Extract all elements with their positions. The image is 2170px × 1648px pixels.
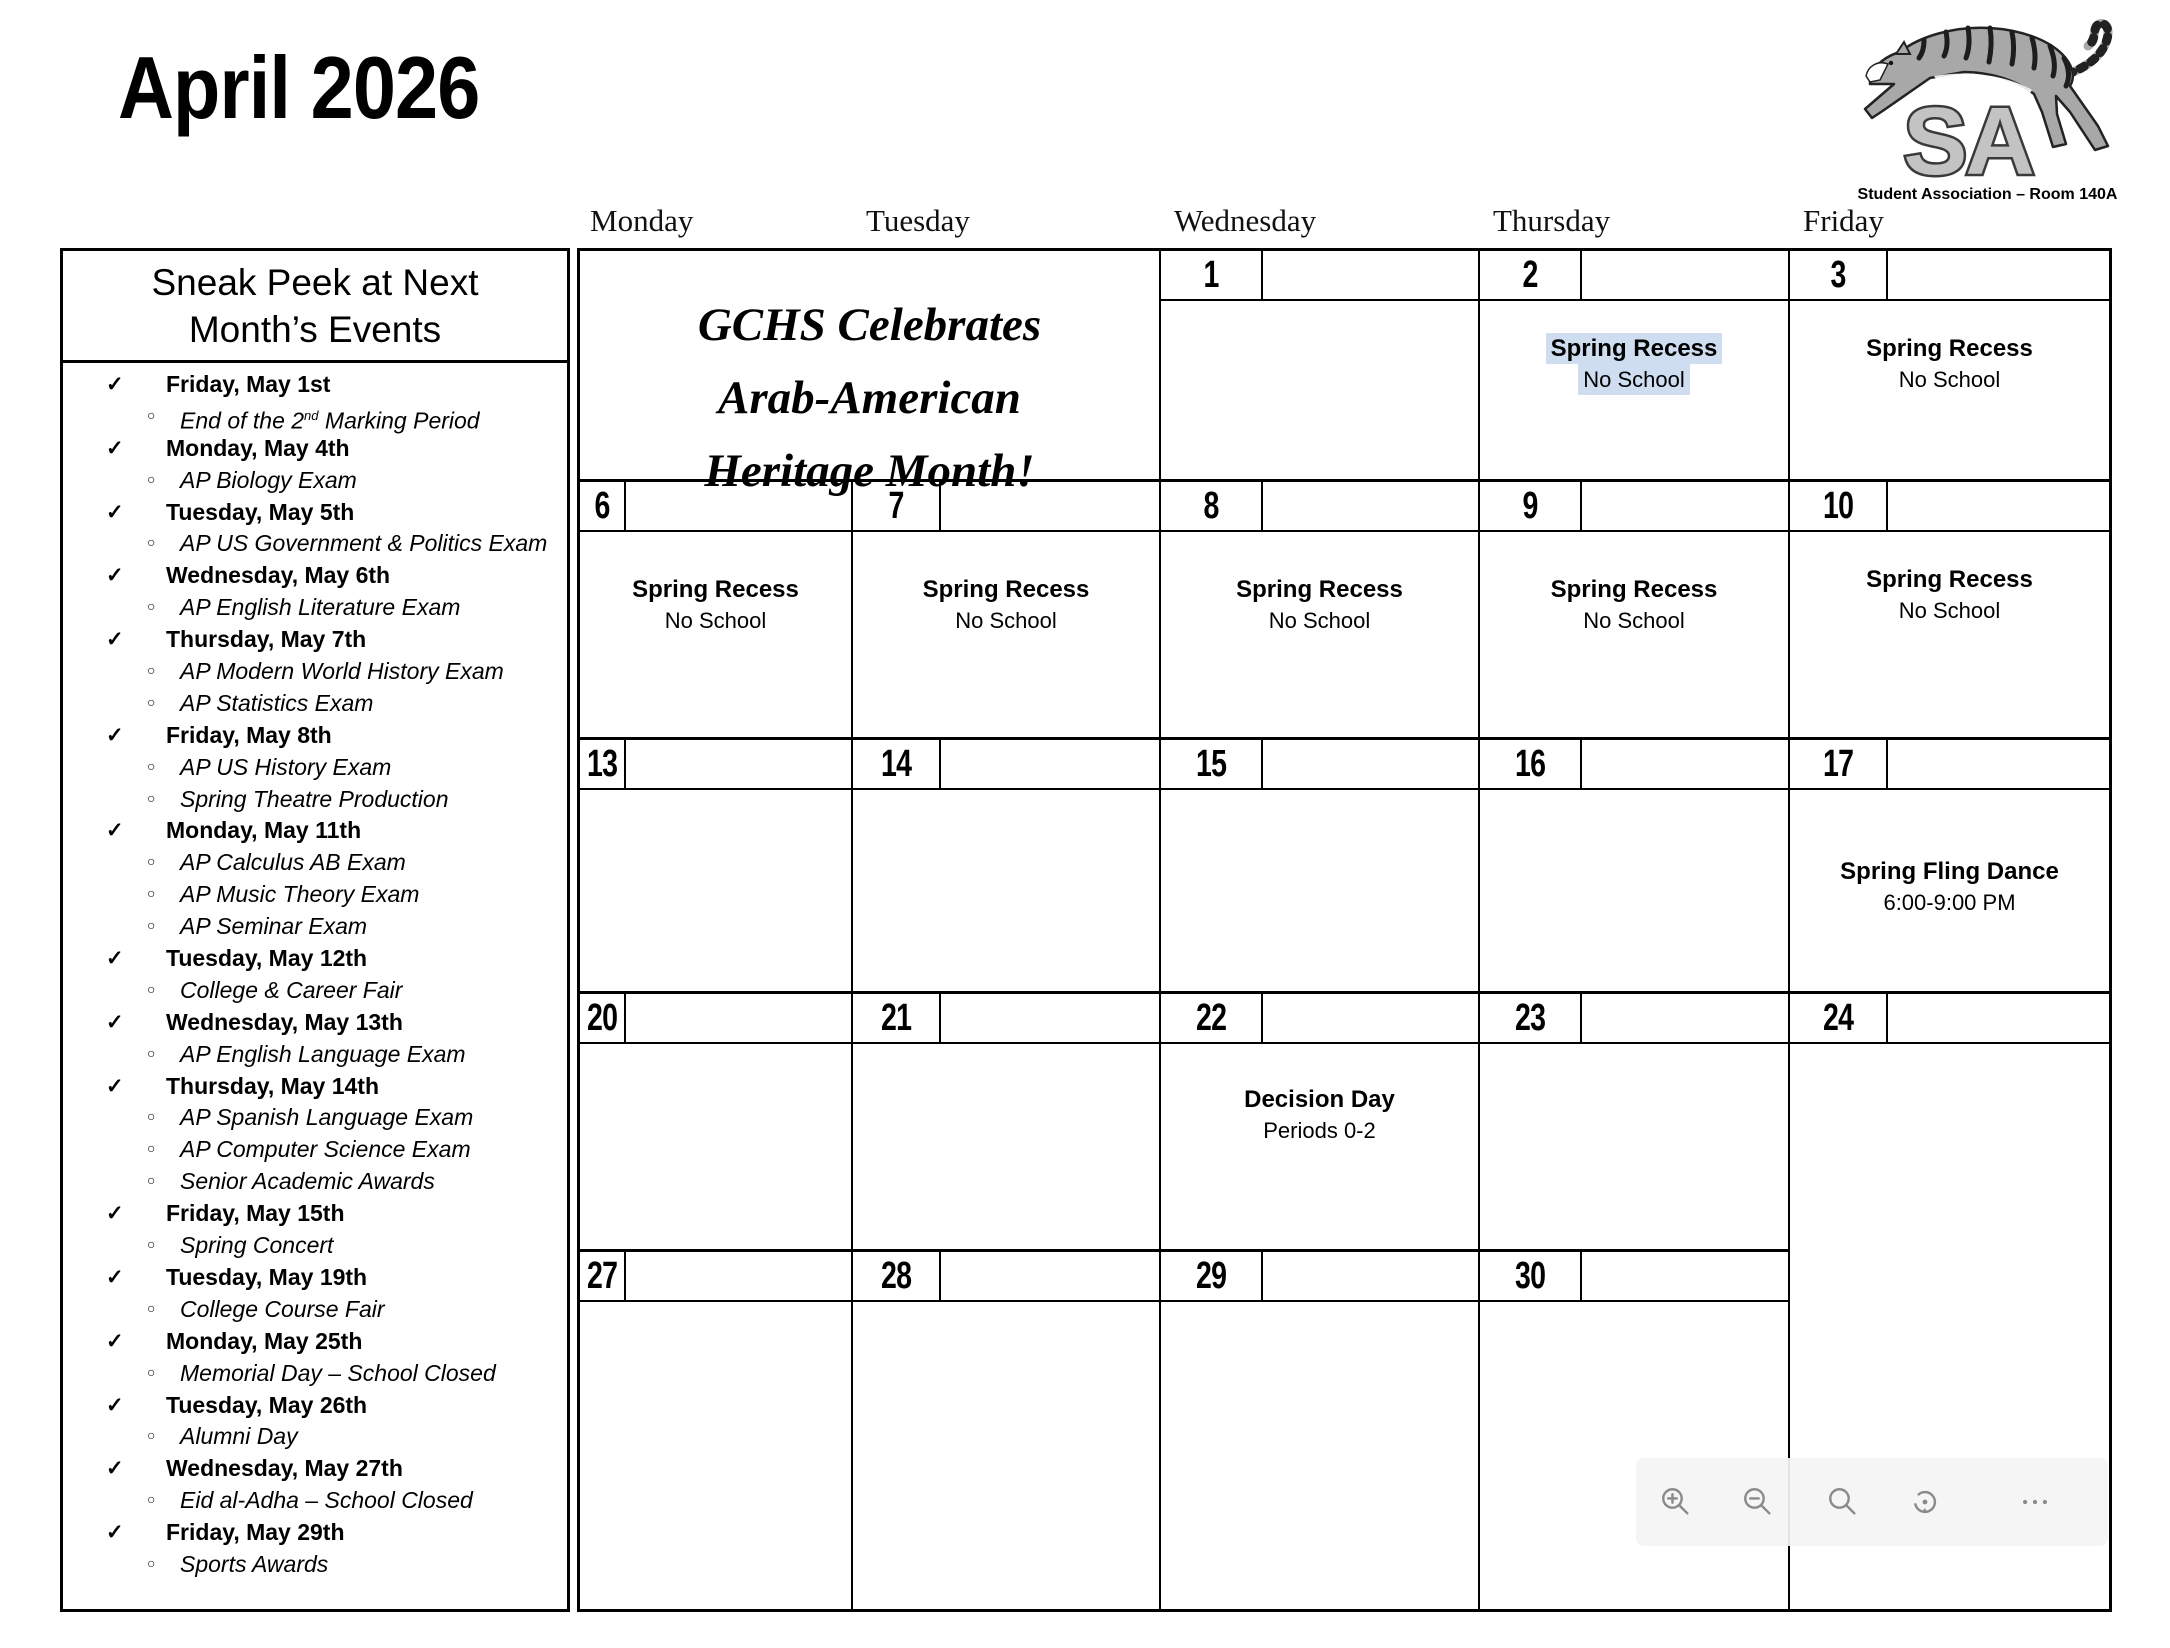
sidebar-item-label: AP US Government & Politics Exam <box>180 530 548 557</box>
sidebar-event-item <box>63 465 567 497</box>
calendar-cell-apr-2 <box>1480 251 1790 482</box>
check-icon: ✓ <box>106 628 124 652</box>
event-subtitle: No School <box>1583 608 1685 633</box>
sidebar-date-item <box>63 1198 567 1230</box>
date-number-box <box>1480 482 1582 530</box>
date-number-box <box>1480 740 1582 788</box>
circle-bullet-icon: ○ <box>147 693 156 710</box>
sidebar-event-item <box>63 847 567 879</box>
day-header-wednesday: Wednesday <box>1174 203 1317 238</box>
date-number: 28 <box>880 1254 912 1297</box>
search-icon <box>1826 1485 1860 1519</box>
sidebar-event-item <box>63 1039 567 1071</box>
check-icon: ✓ <box>106 1521 124 1545</box>
sidebar-item-label: Alumni Day <box>180 1423 298 1450</box>
circle-bullet-icon: ○ <box>147 534 156 551</box>
date-strip <box>580 740 851 790</box>
highlighted-text: Spring Recess <box>1546 333 1723 364</box>
circle-bullet-icon: ○ <box>147 598 156 615</box>
cell-events <box>1480 532 1788 636</box>
sidebar-item-label: Spring Concert <box>180 1232 334 1259</box>
date-number-box <box>1161 994 1263 1042</box>
sidebar-item-label: Memorial Day – School Closed <box>180 1359 496 1386</box>
circle-bullet-icon: ○ <box>147 917 156 934</box>
date-number: 10 <box>1822 484 1854 527</box>
date-number-box <box>853 740 941 788</box>
sidebar-event-item <box>63 1549 567 1581</box>
circle-bullet-icon: ○ <box>147 406 156 423</box>
sidebar-item-label: Spring Theatre Production <box>180 785 449 812</box>
date-number-box <box>1161 482 1263 530</box>
sidebar-date-item <box>63 720 567 752</box>
date-number-box <box>1790 740 1888 788</box>
check-icon: ✓ <box>106 1329 124 1353</box>
sidebar-item-label: AP US History Exam <box>180 753 392 780</box>
calendar-cell-apr-23 <box>1480 994 1790 1252</box>
check-icon: ✓ <box>106 1202 124 1226</box>
date-strip <box>580 994 851 1044</box>
sidebar-item-label: Tuesday, May 26th <box>166 1391 368 1418</box>
sidebar-event-item <box>63 656 567 688</box>
date-strip <box>1161 1252 1478 1302</box>
circle-bullet-icon: ○ <box>147 1554 156 1571</box>
event-subtitle: No School <box>1898 598 2001 623</box>
sidebar-date-item <box>63 1326 567 1358</box>
search-button[interactable] <box>1815 1474 1871 1530</box>
sidebar-list <box>63 363 567 1581</box>
sidebar-event-item <box>63 1485 567 1517</box>
sidebar-item-label: Thursday, May 7th <box>166 626 367 653</box>
sidebar-date-item <box>63 943 567 975</box>
date-number: 20 <box>586 996 618 1039</box>
cell-events <box>1790 301 2109 395</box>
sidebar-item-label: Friday, May 1st <box>166 371 331 397</box>
calendar-cell-apr-16 <box>1480 740 1790 994</box>
check-icon: ✓ <box>106 947 124 971</box>
circle-bullet-icon: ○ <box>147 1427 156 1444</box>
banner-line: Arab-American <box>718 372 1021 424</box>
sidebar-event-item <box>63 401 567 433</box>
date-number: 27 <box>586 1254 618 1297</box>
sidebar-item-label: Friday, May 8th <box>166 721 332 748</box>
cell-events <box>1790 532 2109 626</box>
circle-bullet-icon: ○ <box>147 470 156 487</box>
date-strip <box>853 482 1159 532</box>
circle-bullet-icon: ○ <box>147 1044 156 1061</box>
zoom-out-icon <box>1741 1485 1775 1519</box>
date-strip <box>1161 482 1478 532</box>
check-icon: ✓ <box>106 1074 124 1098</box>
check-icon: ✓ <box>106 564 124 588</box>
zoom-in-button[interactable] <box>1648 1474 1704 1530</box>
sidebar-event-item <box>63 1230 567 1262</box>
check-icon: ✓ <box>106 1393 124 1417</box>
date-number-box <box>1790 482 1888 530</box>
date-number: 7 <box>888 484 904 527</box>
sidebar-item-label: Tuesday, May 19th <box>166 1263 368 1290</box>
date-strip <box>853 994 1159 1044</box>
date-strip <box>1161 740 1478 790</box>
event-title: Spring Recess <box>632 576 799 603</box>
sidebar-title <box>63 251 567 363</box>
event-subtitle: No School <box>1268 608 1371 633</box>
cell-events <box>1790 790 2109 918</box>
date-number: 24 <box>1822 996 1854 1039</box>
circle-bullet-icon: ○ <box>147 1172 156 1189</box>
date-number: 1 <box>1203 253 1219 296</box>
heritage-banner <box>580 251 1161 497</box>
cell-events <box>853 532 1159 636</box>
sidebar-date-item <box>63 1517 567 1549</box>
date-number-box <box>580 482 626 530</box>
sidebar <box>60 248 570 1612</box>
calendar-cell-apr-7 <box>853 482 1161 740</box>
date-number-box <box>1480 994 1582 1042</box>
calendar-cell-apr-6 <box>580 482 853 740</box>
cell-events <box>1480 301 1788 395</box>
check-icon: ✓ <box>106 436 124 460</box>
sidebar-item-label: Friday, May 29th <box>166 1519 345 1546</box>
circle-bullet-icon: ○ <box>147 885 156 902</box>
date-number-box <box>1790 251 1888 299</box>
sidebar-event-item <box>63 1421 567 1453</box>
date-strip <box>580 1252 851 1302</box>
sidebar-item-label: Sports Awards <box>180 1550 329 1577</box>
page-title: April 2026 <box>118 38 480 137</box>
calendar-cell-apr-20 <box>580 994 853 1252</box>
sidebar-item-label: Friday, May 15th <box>166 1200 345 1227</box>
sidebar-item-label: Thursday, May 14th <box>166 1072 380 1099</box>
event-title: Spring Recess <box>922 576 1090 603</box>
calendar-cell-apr-17 <box>1790 740 2109 994</box>
date-number-box <box>1161 251 1263 299</box>
date-strip <box>853 1252 1159 1302</box>
date-number-box <box>853 994 941 1042</box>
sidebar-item-label: AP English Language Exam <box>180 1040 466 1067</box>
calendar-cell-apr-21 <box>853 994 1161 1252</box>
event-subtitle: No School <box>1898 367 2001 392</box>
sidebar-date-item <box>63 1007 567 1039</box>
date-strip <box>1161 251 1478 301</box>
check-icon: ✓ <box>106 819 124 843</box>
date-number-box <box>580 740 626 788</box>
sidebar-item-label: Eid al-Adha – School Closed <box>180 1487 473 1514</box>
sidebar-item-label: AP Biology Exam <box>180 466 357 493</box>
sidebar-item-label: Tuesday, May 12th <box>166 945 368 972</box>
check-icon: ✓ <box>106 373 124 396</box>
date-strip <box>1480 994 1788 1044</box>
date-number: 8 <box>1203 484 1219 527</box>
date-strip <box>1790 994 2109 1044</box>
sidebar-date-item <box>63 1453 567 1485</box>
sidebar-event-item <box>63 592 567 624</box>
date-number-box <box>1790 994 1888 1042</box>
sidebar-item-label: Monday, May 25th <box>166 1327 363 1354</box>
date-strip <box>1790 482 2109 532</box>
sidebar-event-item <box>63 752 567 784</box>
date-strip <box>1480 1252 1788 1302</box>
event-subtitle: No School <box>955 608 1057 633</box>
sidebar-item-label: End of the 2nd Marking Period <box>180 407 480 434</box>
calendar-cell-apr-1 <box>1161 251 1480 482</box>
circle-bullet-icon: ○ <box>147 789 156 806</box>
date-number-box <box>853 482 941 530</box>
sidebar-item-label: Monday, May 11th <box>166 817 362 844</box>
zoom-in-icon <box>1659 1485 1693 1519</box>
check-icon: ✓ <box>106 1457 124 1481</box>
sidebar-item-label: College Course Fair <box>180 1295 385 1322</box>
banner-line: Heritage Month! <box>704 445 1035 497</box>
date-strip <box>1161 994 1478 1044</box>
sidebar-item-label: AP Seminar Exam <box>180 913 368 940</box>
event-subtitle: 6:00-9:00 PM <box>1883 890 2016 915</box>
calendar-cell-apr-29 <box>1161 1252 1480 1609</box>
circle-bullet-icon: ○ <box>147 1140 156 1157</box>
date-number: 13 <box>586 742 618 785</box>
sidebar-event-item <box>63 1134 567 1166</box>
sidebar-date-item <box>63 1390 567 1422</box>
sidebar-item-label: Monday, May 4th <box>166 434 350 461</box>
sa-logo-text: SA <box>1903 88 2033 184</box>
sidebar-item-label: AP Music Theory Exam <box>180 881 420 908</box>
date-number: 3 <box>1830 253 1846 296</box>
cell-events <box>1161 532 1478 636</box>
date-strip <box>1480 251 1788 301</box>
sidebar-event-item <box>63 688 567 720</box>
date-number-box <box>580 994 626 1042</box>
circle-bullet-icon: ○ <box>147 980 156 997</box>
highlighted-text: No School <box>1578 364 1690 395</box>
sidebar-event-item <box>63 784 567 816</box>
event-title: Spring Recess <box>1236 576 1403 603</box>
date-number: 2 <box>1522 253 1538 296</box>
sidebar-date-item <box>63 369 567 401</box>
date-strip <box>853 740 1159 790</box>
date-number-box <box>853 1252 941 1300</box>
date-number-box <box>1480 1252 1582 1300</box>
banner-line: GCHS Celebrates <box>697 299 1042 351</box>
calendar-cell-apr-22 <box>1161 994 1480 1252</box>
sidebar-item-label: Wednesday, May 13th <box>166 1008 403 1035</box>
day-header-friday: Friday <box>1803 203 1884 238</box>
sidebar-date-item <box>63 433 567 465</box>
calendar-cell-apr-9 <box>1480 482 1790 740</box>
zoom-out-button[interactable] <box>1730 1474 1786 1530</box>
date-number-box <box>1161 1252 1263 1300</box>
date-strip <box>1790 740 2109 790</box>
more-button[interactable] <box>2007 1474 2063 1530</box>
sidebar-date-item <box>63 497 567 529</box>
sidebar-item-label: Wednesday, May 6th <box>166 562 391 589</box>
tiger-icon <box>1850 14 2125 184</box>
sidebar-item-label: Tuesday, May 5th <box>166 498 355 525</box>
calendar-cell-apr-15 <box>1161 740 1480 994</box>
date-number-box <box>1480 251 1582 299</box>
circle-bullet-icon: ○ <box>147 1491 156 1508</box>
calendar-cell-apr-27 <box>580 1252 853 1609</box>
event-title: Decision Day <box>1244 1086 1395 1113</box>
date-number-box <box>1161 740 1263 788</box>
date-number: 21 <box>880 996 912 1039</box>
date-number: 17 <box>1822 742 1854 785</box>
check-icon: ✓ <box>106 500 124 524</box>
check-icon: ✓ <box>106 1265 124 1289</box>
sidebar-item-label: AP Computer Science Exam <box>180 1136 471 1163</box>
day-header-tuesday: Tuesday <box>866 203 970 238</box>
event-subtitle <box>1480 364 1788 395</box>
date-number: 23 <box>1514 996 1546 1039</box>
pdf-floating-toolbar <box>1636 1458 2108 1546</box>
sidebar-event-item <box>63 1358 567 1390</box>
circle-bullet-icon: ○ <box>147 1108 156 1125</box>
sidebar-item-label: AP English Literature Exam <box>180 594 461 621</box>
circle-bullet-icon: ○ <box>147 853 156 870</box>
calendar-cell-apr-28 <box>853 1252 1161 1609</box>
date-number: 9 <box>1522 484 1538 527</box>
event-title: Spring Recess <box>1866 335 2033 362</box>
date-strip <box>580 482 851 532</box>
check-icon: ✓ <box>106 723 124 747</box>
event-title <box>1480 333 1788 364</box>
circle-bullet-icon: ○ <box>147 1299 156 1316</box>
date-number: 29 <box>1195 1254 1227 1297</box>
sidebar-item-label: AP Statistics Exam <box>180 689 374 716</box>
calendar-cell-apr-30 <box>1480 1252 1790 1609</box>
sidebar-title-line2: Month’s Events <box>188 308 442 350</box>
calendar-cell-apr-3 <box>1790 251 2109 482</box>
calendar-cell-apr-14 <box>853 740 1161 994</box>
date-number: 14 <box>880 742 912 785</box>
calendar-cell-apr-8 <box>1161 482 1480 740</box>
sidebar-event-item <box>63 1294 567 1326</box>
calendar-grid <box>577 248 2112 1612</box>
sa-logo <box>1850 14 2125 204</box>
date-number: 15 <box>1195 742 1227 785</box>
day-header-thursday: Thursday <box>1493 203 1611 238</box>
circle-bullet-icon: ○ <box>147 1363 156 1380</box>
circle-bullet-icon: ○ <box>147 662 156 679</box>
sidebar-item-label: Wednesday, May 27th <box>166 1455 403 1482</box>
date-number: 22 <box>1195 996 1227 1039</box>
logo-caption: Student Association – Room 140A <box>1857 186 2118 203</box>
circle-bullet-icon: ○ <box>147 1236 156 1253</box>
sidebar-date-item <box>63 624 567 656</box>
sidebar-event-item <box>63 528 567 560</box>
calendar-cell-apr-13 <box>580 740 853 994</box>
date-strip <box>1790 251 2109 301</box>
sidebar-event-item <box>63 975 567 1007</box>
date-number: 30 <box>1514 1254 1546 1297</box>
more-icon <box>2018 1485 2052 1519</box>
sidebar-item-label: AP Spanish Language Exam <box>180 1104 474 1131</box>
event-title: Spring Recess <box>1866 566 2033 593</box>
sidebar-event-item <box>63 879 567 911</box>
sidebar-item-label: AP Calculus AB Exam <box>180 849 406 876</box>
circle-bullet-icon: ○ <box>147 757 156 774</box>
sidebar-date-item <box>63 560 567 592</box>
cell-events <box>580 532 851 636</box>
sidebar-date-item <box>63 815 567 847</box>
date-number: 16 <box>1514 742 1546 785</box>
event-title: Spring Recess <box>1550 576 1718 603</box>
day-header-monday: Monday <box>590 203 694 238</box>
check-icon: ✓ <box>106 1010 124 1034</box>
event-subtitle: No School <box>664 608 767 633</box>
rotate-icon <box>1908 1485 1942 1519</box>
rotate-button[interactable] <box>1897 1474 1953 1530</box>
sidebar-date-item <box>63 1071 567 1103</box>
sidebar-date-item <box>63 1262 567 1294</box>
cell-events <box>1161 1044 1478 1146</box>
sidebar-title-line1: Sneak Peek at Next <box>151 261 479 303</box>
calendar-cell-apr-10 <box>1790 482 2109 740</box>
event-subtitle: Periods 0-2 <box>1263 1118 1376 1143</box>
sidebar-item-label: Senior Academic Awards <box>180 1168 435 1195</box>
date-strip <box>1480 482 1788 532</box>
sidebar-event-item <box>63 1166 567 1198</box>
event-title: Spring Fling Dance <box>1840 858 2059 885</box>
date-number: 6 <box>594 484 610 527</box>
sidebar-item-label: College & Career Fair <box>180 976 403 1003</box>
sidebar-item-label: AP Modern World History Exam <box>180 658 504 685</box>
date-number-box <box>580 1252 626 1300</box>
sidebar-event-item <box>63 1102 567 1134</box>
date-strip <box>1480 740 1788 790</box>
sidebar-event-item <box>63 911 567 943</box>
